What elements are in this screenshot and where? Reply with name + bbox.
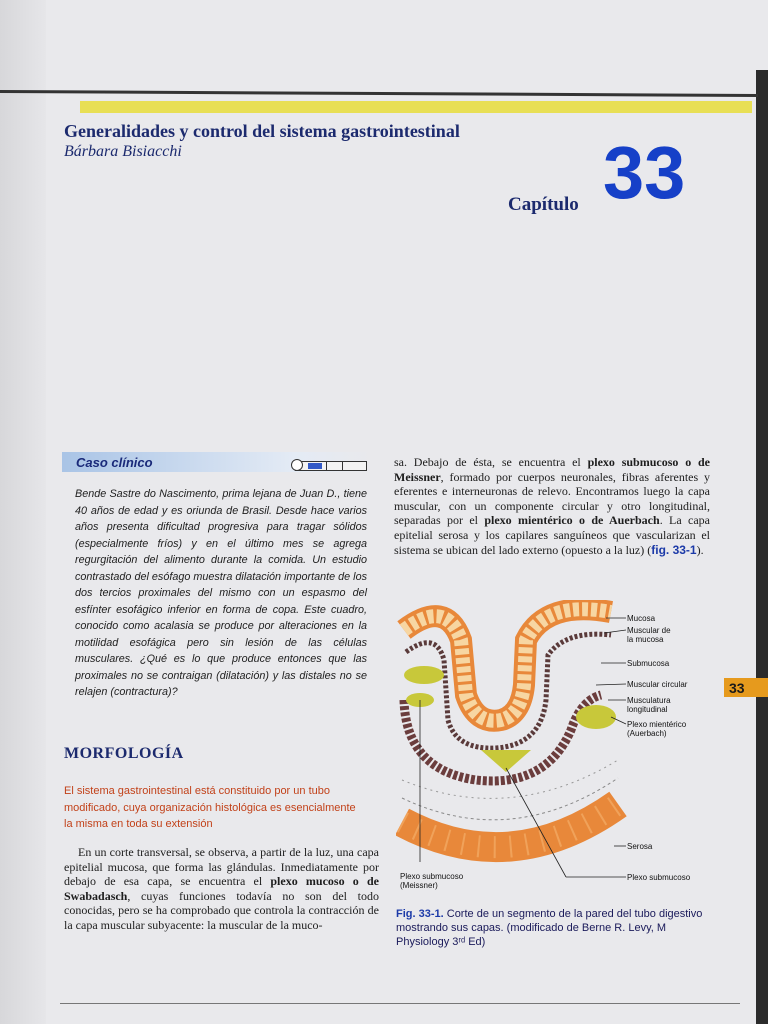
section-intro: El sistema gastrointestinal está constituido por un tubo modificado, cuya organización histológica es esencialmente la misma en toda su extensión: [64, 785, 356, 830]
term-plexo-mienterico: plexo mientérico o de Auerbach: [484, 513, 660, 528]
plexo-mienterico-cluster: [576, 705, 616, 729]
chapter-title: Generalidades y control del sistema gastrointestinal: [64, 121, 460, 141]
case-progress-fill: [308, 463, 322, 469]
label-plexo-submucoso: Plexo submucoso: [627, 873, 691, 882]
body-text: . La capa epitelial serosa y los capilares sanguíneos que vascularizan el sistema se ubican del lado externo (opuesto a la luz) (: [394, 513, 711, 557]
body-text: , formado por cuerpos neuronales, fibras aferentes y eferentes e interneuronas de relevo. Encontramos luego la capa muscular, con un componente circular y otro longitudinal, separadas por el: [394, 469, 710, 528]
figure-number: Fig. 33-1.: [396, 908, 444, 920]
case-progress-tick: [342, 462, 343, 470]
body-text: ).: [696, 542, 704, 557]
term-plexo-mucoso: plexo mucoso o de Swabadasch: [64, 874, 380, 903]
label-musculatura-longitudinal: Musculatura longitudinal: [627, 696, 671, 714]
figure-gut-wall: [396, 600, 714, 900]
term-plexo-submucoso: plexo submucoso o de Meissner: [394, 455, 710, 484]
body-text-left: [64, 845, 379, 933]
label-muscular-mucosa: Muscular de la mucosa: [627, 626, 671, 644]
label-plexo-mienterico: Plexo mientérico (Auerbach): [627, 720, 687, 738]
chapter-author: Bárbara Bisiacchi: [64, 143, 182, 160]
section-heading: MORFOLOGÍA: [64, 745, 184, 762]
body-text: En un corte transversal, se observa, a partir de la luz, una capa epitelial mucosa, que forma las glándulas. Inmediatamente por debajo de esa capa, se encuentra el: [64, 845, 379, 889]
chapter-number: 33: [603, 131, 686, 214]
figure-reference-link[interactable]: fig. 33-1: [651, 542, 697, 557]
plexo-submucoso-cluster: [404, 666, 444, 684]
page-right-edge: [756, 70, 768, 1024]
case-progress-knob: [291, 459, 303, 471]
header-color-band: [80, 101, 752, 113]
figure-caption: [396, 907, 714, 949]
top-rule: [0, 90, 758, 97]
chapter-label: Capítulo: [508, 194, 579, 215]
label-plexo-submucoso-meissner: Plexo submucoso (Meissner): [400, 872, 464, 890]
case-box: [62, 450, 376, 728]
figure-caption-text: Corte de un segmento de la pared del tubo digestivo mostrando sus capas. (modificado de Berne R. Levy, M Physiology 3ʳᵈ Ed): [396, 908, 703, 948]
case-progress-indicator: [295, 461, 367, 471]
case-title: Caso clínico: [76, 455, 153, 470]
label-serosa: Serosa: [627, 842, 653, 851]
case-text: Bende Sastre do Nascimento, prima lejana de Juan D., tiene 40 años de edad y es oriunda de Brasil. Desde hace varios años presenta dificultad progresiva para tragar sólidos (especialmente fríos) y en el último mes se agrega regurgitación del alimento durante la comida. Un estudio contrastado del esófago muestra dilatación importante de los dos tercios proximales del mismo con un espasmo del esfínter esofágico inferior en forma de copa. Este cuadro, conocido como acalasia se produce por alteraciones en la motilidad esofágica pero sin lesión de las células musculares. ¿Qué es lo que produce entonces que las proximales no se contraigan (dilatación) y las distales no se relajen (contractura)?: [75, 488, 367, 698]
chapter-side-tab: 33: [724, 678, 768, 697]
label-muscular-circular: Muscular circular: [627, 680, 688, 689]
body-text: sa. Debajo de ésta, se encuentra el: [394, 455, 588, 469]
label-submucosa: Submucosa: [627, 659, 670, 668]
body-text: , cuyas funciones todavía no son del todo conocidas, pero se ha comprobado que controla la contracción de la capa muscular subyacente: la muscular de la muco-: [64, 888, 379, 932]
label-mucosa: Mucosa: [627, 614, 656, 623]
body-text-right: [394, 455, 710, 557]
page-binding-edge: [0, 0, 46, 1024]
case-progress-tick: [326, 462, 327, 470]
muscular-mucosa-layer: [406, 634, 611, 748]
bottom-rule: [60, 1003, 740, 1004]
